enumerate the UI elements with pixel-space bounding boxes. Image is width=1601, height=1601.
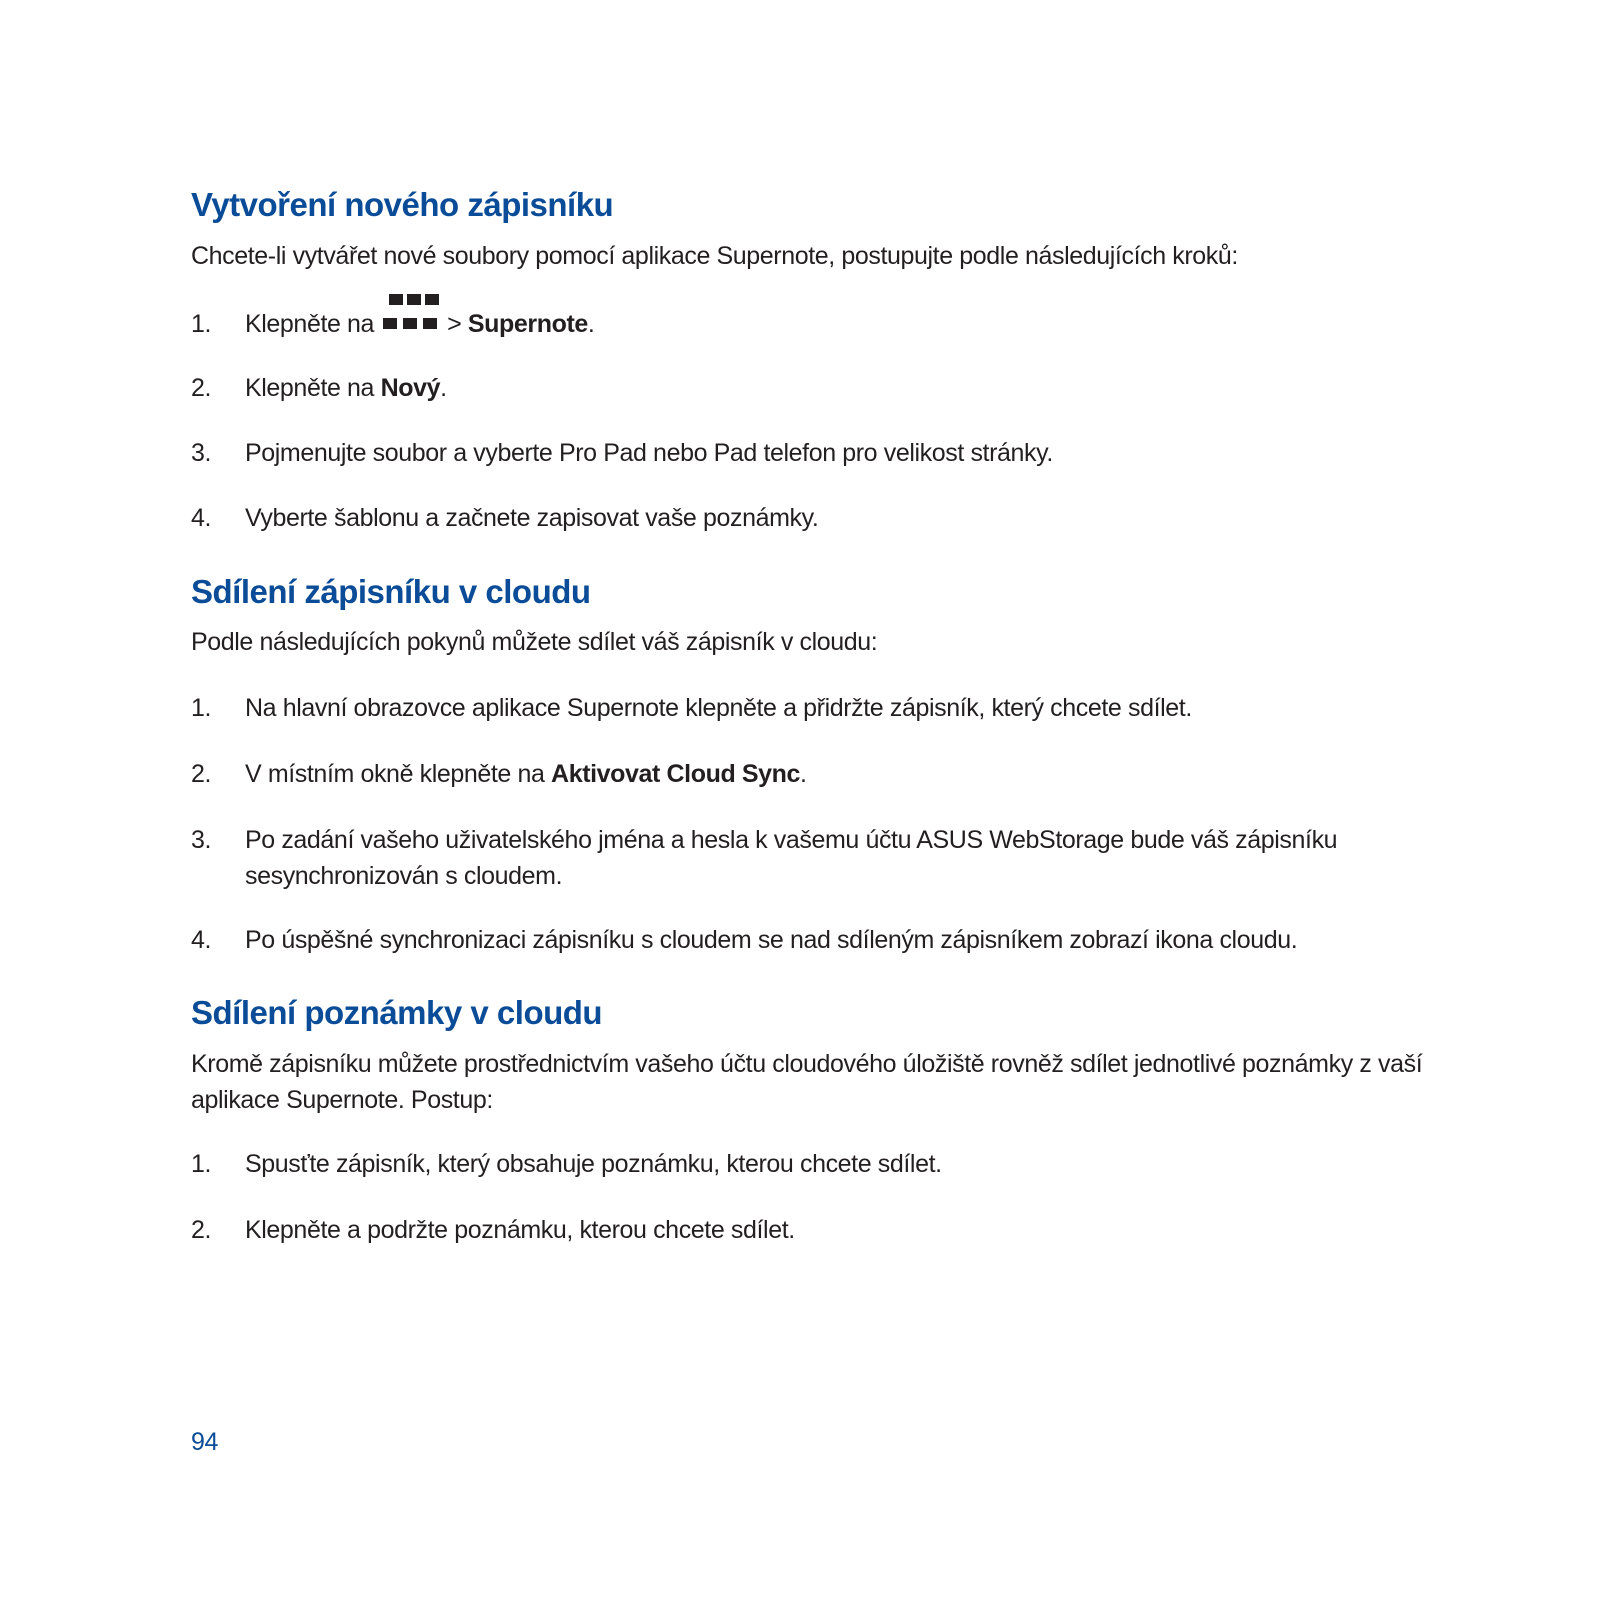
list-number: 3. <box>191 439 212 467</box>
section-intro: Chcete-li vytvářet nové soubory pomocí aplikace Supernote, postupujte podle následujících kroků: <box>191 242 1238 270</box>
list-text <box>245 370 1425 406</box>
list-text: Na hlavní obrazovce aplikace Supernote klepněte a přidržte zápisník, který chcete sdílet. <box>245 694 1192 722</box>
list-number: 4. <box>191 926 212 954</box>
new-label: Nový <box>380 374 441 402</box>
list-text: Po úspěšné synchronizaci zápisníku s cloudem se nad sdíleným zápisníkem zobrazí ikona cloudu. <box>245 926 1298 954</box>
list-text: Po zadání vašeho uživatelského jména a hesla k vašemu účtu ASUS WebStorage bude váš zápisníku sesynchronizován s cloudem. <box>245 826 1338 890</box>
list-number: 1. <box>191 694 212 722</box>
list-text <box>245 756 1425 792</box>
list-number: 2. <box>191 760 212 788</box>
section-intro: Podle následujících pokynů můžete sdílet váš zápisník v cloudu: <box>191 628 878 656</box>
cloud-sync-label: Aktivovat Cloud Sync <box>551 760 801 788</box>
list-text: Spusťte zápisník, který obsahuje poznámku, kterou chcete sdílet. <box>245 1150 942 1178</box>
list-text: Pojmenujte soubor a vyberte Pro Pad nebo Pad telefon pro velikost stránky. <box>245 439 1053 467</box>
section-intro: Kromě zápisníku můžete prostřednictvím vašeho účtu cloudového úložiště rovněž sdílet jednotlivé poznámky z vaší aplikace Supernote. Postup: <box>191 1050 1423 1114</box>
section-heading-share-note: Sdílení poznámky v cloudu <box>191 994 603 1031</box>
step-text: . <box>587 310 595 338</box>
step-text: . <box>800 760 807 788</box>
section-heading-create-notebook: Vytvoření nového zápisníku <box>191 186 614 223</box>
step-text: . <box>440 374 447 402</box>
list-number: 4. <box>191 504 212 532</box>
list-number: 1. <box>191 310 212 338</box>
all-apps-grid-icon <box>383 294 439 330</box>
supernote-label: Supernote <box>467 310 588 338</box>
step-separator: > <box>440 310 468 338</box>
list-text: Vyberte šablonu a začnete zapisovat vaše poznámky. <box>245 504 819 532</box>
list-number: 2. <box>191 1216 212 1244</box>
list-number: 2. <box>191 374 212 402</box>
list-text: Klepněte a podržte poznámku, kterou chcete sdílet. <box>245 1216 795 1244</box>
list-number: 1. <box>191 1150 212 1178</box>
step-text: V místním okně klepněte na <box>245 760 552 788</box>
step-text: Klepněte na <box>245 310 381 338</box>
section-heading-share-notebook: Sdílení zápisníku v cloudu <box>191 573 591 610</box>
step-text: Klepněte na <box>245 374 381 402</box>
page-number: 94 <box>191 1428 219 1456</box>
list-text <box>245 306 1425 342</box>
list-number: 3. <box>191 826 212 854</box>
